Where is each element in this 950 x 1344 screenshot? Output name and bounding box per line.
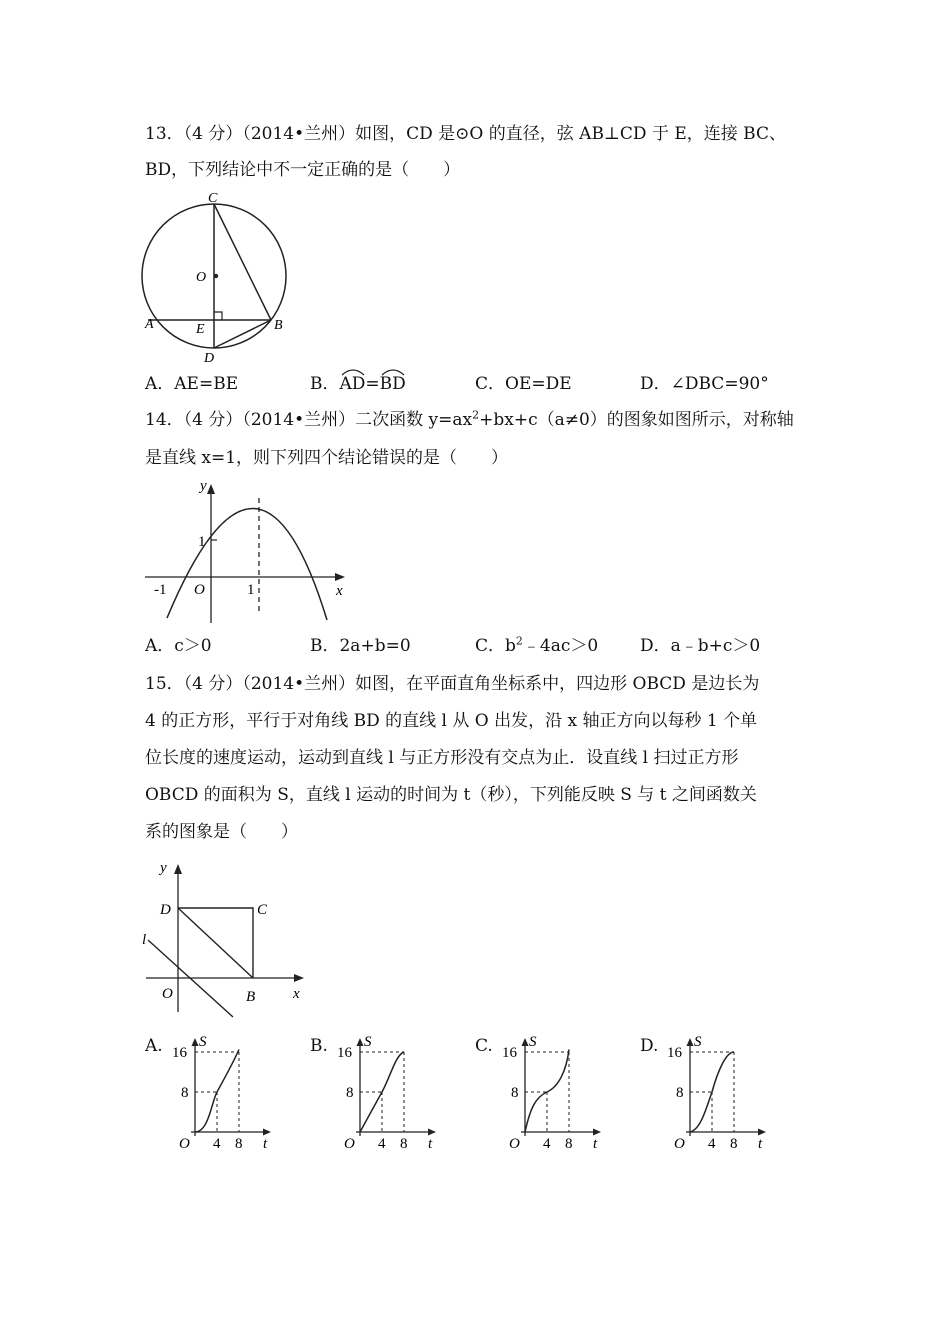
label-a: A [145, 317, 154, 332]
label-o: O [194, 582, 205, 598]
arc-ad-mark [340, 366, 366, 376]
arc-bd-label: BD [379, 374, 406, 394]
t-axis-arrow [428, 1129, 436, 1136]
answer-graph-d [640, 1034, 770, 1152]
q13-option-d: D．∠DBC=90° [640, 374, 769, 394]
label-o: O [509, 1136, 520, 1152]
q14-option-c-sup: 2 [515, 634, 523, 648]
choice-label-c: C. [475, 1036, 493, 1056]
label-16: 16 [667, 1045, 682, 1061]
label-8-t: 8 [400, 1136, 408, 1152]
label-1-x: 1 [247, 582, 255, 598]
s-axis-arrow [687, 1038, 694, 1046]
graph-curve-a [195, 1050, 239, 1133]
label-16: 16 [337, 1045, 352, 1061]
q15-line-3: 位长度的速度运动，运动到直线 l 与正方形没有交点为止．设直线 l 扫过正方形 [145, 748, 739, 768]
q13-option-c: C．OE=DE [475, 374, 572, 394]
q14-option-a: A．c＞0 [145, 636, 212, 656]
answer-graph-a [145, 1034, 275, 1152]
q15-line-4: OBCD 的面积为 S，直线 l 运动的时间为 t（秒），下列能反映 S 与 t 之间函数关 [145, 785, 757, 805]
q13-option-b [310, 374, 406, 394]
q14-line-2: 是直线 x=1，则下列四个结论错误的是（ ） [145, 448, 509, 468]
label-y: y [200, 478, 207, 494]
q13-option-a: A．AE=BE [145, 374, 239, 394]
label-8: 8 [346, 1085, 354, 1101]
label-8-t: 8 [235, 1136, 243, 1152]
q15-line-5: 系的图象是（ ） [145, 822, 298, 842]
arc-bd-mark [380, 366, 406, 376]
q13-line-1: 13．（4 分）（2014•兰州）如图，CD 是⊙O 的直径，弦 AB⊥CD 于 E，连接 BC、 [145, 124, 787, 144]
q13-option-b-prefix: B． [310, 374, 340, 394]
label-c: C [257, 902, 268, 918]
q14-option-c-b: ﹣4ac＞0 [522, 636, 599, 656]
q14-line-1 [145, 410, 794, 430]
label-x: x [293, 986, 300, 1002]
label-s: S [364, 1034, 372, 1050]
q15-square-figure [138, 852, 313, 1022]
label-8: 8 [511, 1085, 519, 1101]
label-8-t: 8 [730, 1136, 738, 1152]
label-8: 8 [181, 1085, 189, 1101]
choice-label-b: B. [310, 1036, 328, 1056]
label-16: 16 [172, 1045, 187, 1061]
graph-svg-a [145, 1034, 275, 1152]
choice-label-d: D. [640, 1036, 659, 1056]
q13-line-2: BD，下列结论中不一定正确的是（ ） [145, 160, 461, 180]
label-t: t [758, 1136, 763, 1152]
s-axis-arrow [522, 1038, 529, 1046]
label-x: x [336, 583, 343, 599]
label-neg1: -1 [154, 582, 167, 598]
choice-label-a: A. [145, 1036, 163, 1056]
q14-line-1-b: +bx+c（a≠0）的图象如图所示，对称轴 [479, 410, 794, 430]
q14-parabola-figure [140, 478, 355, 628]
label-o: O [344, 1136, 355, 1152]
label-o: O [196, 270, 207, 285]
t-axis-arrow [263, 1129, 271, 1136]
arc-ad-label: AD [339, 374, 366, 394]
label-s: S [199, 1034, 207, 1050]
t-axis-arrow [758, 1129, 766, 1136]
q14-option-d: D．a﹣b+c＞0 [640, 636, 761, 656]
label-y: y [160, 860, 167, 876]
label-d: D [160, 902, 171, 918]
graph-svg-b [310, 1034, 440, 1152]
label-4: 4 [378, 1136, 386, 1152]
label-c: C [208, 191, 218, 206]
label-4: 4 [213, 1136, 221, 1152]
graph-svg-c [475, 1034, 605, 1152]
label-b: B [274, 318, 283, 333]
t-axis-arrow [593, 1129, 601, 1136]
s-axis-arrow [357, 1038, 364, 1046]
graph-svg-d [640, 1034, 770, 1152]
label-o: O [674, 1136, 685, 1152]
q14-option-c [475, 636, 598, 656]
label-l: l [142, 932, 147, 948]
q14-exponent: 2 [472, 408, 480, 422]
q14-line-1-a: 14．（4 分）（2014•兰州）二次函数 y=ax [145, 410, 473, 430]
label-8-t: 8 [565, 1136, 573, 1152]
label-t: t [593, 1136, 598, 1152]
arc-bd [380, 374, 406, 394]
label-b: B [246, 989, 256, 1005]
label-4: 4 [708, 1136, 716, 1152]
label-o: O [179, 1136, 190, 1152]
q13-circle-figure [138, 190, 298, 365]
label-o: O [162, 986, 173, 1002]
q15-line-1: 15．（4 分）（2014•兰州）如图，在平面直角坐标系中，四边形 OBCD 是边长为 [145, 674, 760, 694]
label-16: 16 [502, 1045, 517, 1061]
label-8: 8 [676, 1085, 684, 1101]
label-1-y: 1 [198, 534, 206, 550]
q13-option-b-equal: = [365, 374, 380, 394]
label-t: t [428, 1136, 433, 1152]
label-s: S [529, 1034, 537, 1050]
label-t: t [263, 1136, 268, 1152]
q15-line-2: 4 的正方形，平行于对角线 BD 的直线 l 从 O 出发，沿 x 轴正方向以每秒 1 个单 [145, 711, 758, 731]
arc-ad [340, 374, 366, 394]
q14-option-c-a: C．b [475, 636, 516, 656]
label-4: 4 [543, 1136, 551, 1152]
graph-curve-c [525, 1050, 569, 1133]
answer-graph-c [475, 1034, 605, 1152]
s-axis-arrow [192, 1038, 199, 1046]
label-e: E [196, 322, 205, 337]
label-s: S [694, 1034, 702, 1050]
label-d: D [204, 351, 215, 365]
q14-option-b: B．2a+b=0 [310, 636, 411, 656]
answer-graph-b [310, 1034, 440, 1152]
